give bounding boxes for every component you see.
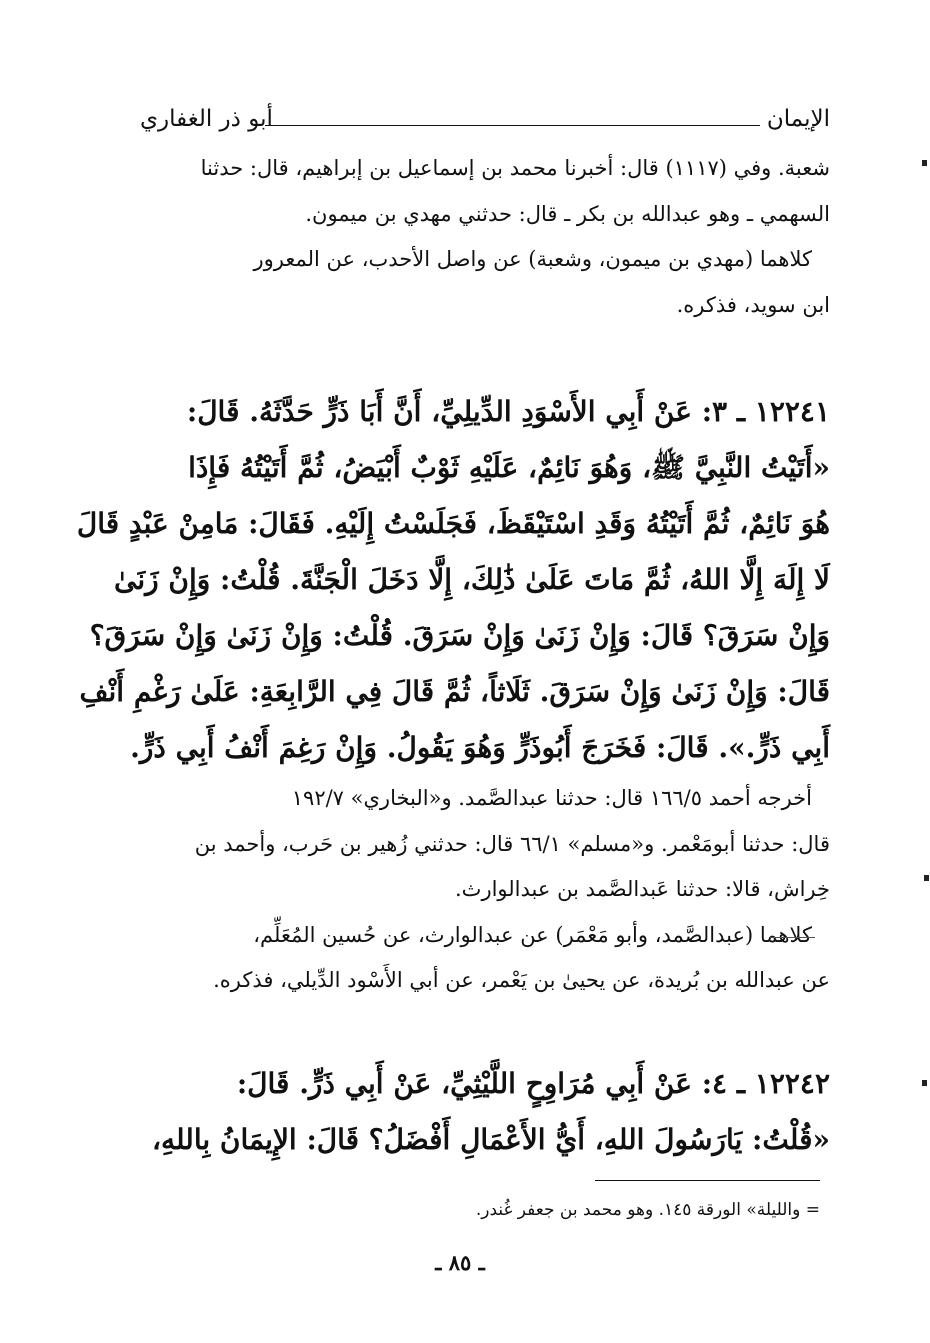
- text-line: كلاهما (عبدالصَّمد، وأبو مَعْمَر) عن عبدالوارث، عن حُسين المُعَلِّم،: [253, 922, 812, 947]
- hadith-line: «أَتَيْتُ النَّبِيَّ ﷺ، وَهُوَ نَائِمٌ، عَلَيْهِ ثَوْبٌ أَبْيَضُ، ثُمَّ أَتَيْتُهُ فَإِذَا: [188, 451, 830, 484]
- hadith-line: وَإِنْ سَرَقَ؟ قَالَ: وَإِنْ زَنَىٰ وَإِنْ سَرَقَ. قُلْتُ: وَإِنْ زَنَىٰ وَإِنْ سَرَقَ؟: [89, 619, 830, 652]
- text-line: ابن سويد، فذكره.: [676, 292, 830, 317]
- scan-mark: [922, 1080, 927, 1086]
- isnad-paragraph: [138, 146, 830, 328]
- text-line: السهمي ـ وهو عبدالله بن بكر ـ قال: حدثني مهدي بن ميمون.: [305, 201, 830, 226]
- text-line: أخرجه أحمد ١٦٦/٥ قال: حدثنا عبدالصَّمد. و«البخاري» ١٩٢/٧: [291, 786, 812, 810]
- hadith-line: هُوَ نَائِمٌ، ثُمَّ أَتَيْتُهُ وَقَدِ اسْتَيْقَظَ، فَجَلَسْتُ إِلَيْهِ. فَقَالَ: مَامِنْ عَبْدٍ قَالَ: [76, 507, 830, 540]
- hadith-line: ١٢٢٤٢ ـ ٤: عَنْ أَبِي مُرَاوِحٍ اللَّيْثِيِّ، عَنْ أَبِي ذَرٍّ. قَالَ:: [236, 1067, 830, 1100]
- text-line: عن عبدالله بن بُريدة، عن يحيىٰ بن يَعْمر، عن أبي الأَسْود الدِّيلي، فذكره.: [213, 968, 830, 992]
- text-line: شعبة. وفي (١١١٧) قال: أخبرنا محمد بن إسماعيل بن إبراهيم، قال: حدثنا: [200, 156, 830, 180]
- page-number: ـ ٨٥ ـ: [435, 1250, 485, 1275]
- scan-mark: [922, 160, 927, 166]
- takhrij-paragraph: [138, 776, 830, 1004]
- header-rule: [265, 125, 760, 126]
- hadith-line: لَا إِلَهَ إِلَّا اللهُ، ثُمَّ مَاتَ عَلَىٰ ذَٰلِكَ، إِلَّا دَخَلَ الْجَنَّةَ. قُلْتُ: وَإِنْ زَنَىٰ: [114, 563, 830, 596]
- scan-stray-line: [770, 937, 815, 938]
- hadith-line: أَبِي ذَرٍّ.». قَالَ: فَخَرَجَ أَبُوذَرٍّ وَهُوَ يَقُولُ. وَإِنْ رَغِمَ أَنْفُ أَبِي ذَرٍّ.: [130, 731, 830, 764]
- running-header: [140, 104, 830, 144]
- hadith-line: قَالَ: وَإِنْ زَنَىٰ وَإِنْ سَرَقَ. ثَلَاثاً، ثُمَّ قَالَ فِي الرَّابِعَةِ: عَلَىٰ رَغْمِ أَنْفِ: [79, 675, 830, 708]
- text-line: كلاهما (مهدي بن ميمون، وشعبة) عن واصل الأحدب، عن المعرور: [253, 247, 812, 271]
- text-line: خِراش، قالا: حدثنا عَبدالصَّمد بن عبدالوارث.: [455, 877, 830, 901]
- footnote-rule: [595, 1180, 820, 1181]
- hadith-12242: [138, 1056, 830, 1168]
- hadith-line: «قُلْتُ: يَارَسُولَ اللهِ، أَيُّ الأَعْمَالِ أَفْضَلُ؟ قَالَ: الإِيمَانُ بِاللهِ،: [151, 1123, 830, 1156]
- hadith-12241: [76, 384, 830, 776]
- section-title: أبو ذر الغفاري: [140, 106, 273, 132]
- scan-mark: [924, 875, 929, 881]
- hadith-line: ١٢٢٤١ ـ ٣: عَنْ أَبِي الأَسْوَدِ الدِّيلِيِّ، أَنَّ أَبَا ذَرٍّ حَدَّثَهُ. قَالَ:: [186, 395, 830, 428]
- chapter-title: الإيمان: [766, 106, 830, 132]
- text-line: قال: حدثنا أبومَعْمر. و«مسلم» ٦٦/١ قال: حدثني زُهير بن حَرب، وأحمد بن: [194, 831, 830, 856]
- footnote: = والليلة» الورقة ١٤٥. وهو محمد بن جعفر غُندر.: [475, 1200, 820, 1220]
